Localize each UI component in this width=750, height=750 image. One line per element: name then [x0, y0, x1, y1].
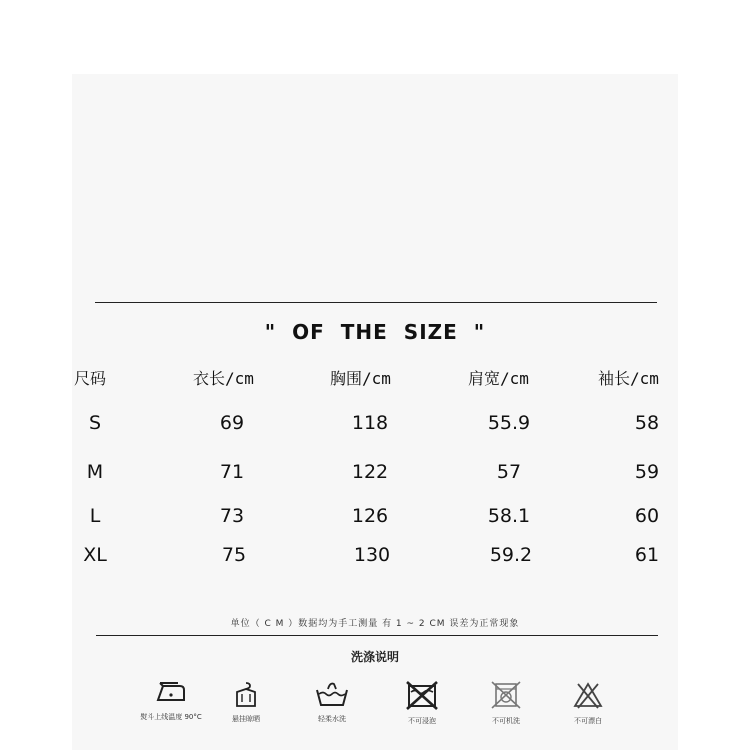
care-item-handwash	[287, 680, 377, 724]
care-label-hang: 悬挂晾晒	[232, 715, 260, 723]
top-divider	[95, 302, 657, 303]
measurement-note: 单位（ C M ）数据均为手工测量 有 1 ~ 2 CM 误差为正常现象	[230, 619, 520, 629]
row-l-chest: 126	[351, 505, 389, 527]
row-s-sleeve: 58	[634, 412, 660, 434]
row-s-chest: 118	[351, 412, 389, 434]
row-s-shoulder: 55.9	[487, 412, 531, 434]
row-m-sleeve: 59	[634, 461, 660, 483]
bottom-divider	[96, 635, 658, 636]
row-l-sleeve: 60	[634, 505, 660, 527]
row-xl-size: XL	[83, 544, 107, 566]
header-chest: 胸围/cm	[330, 369, 391, 388]
care-item-hang	[201, 680, 291, 724]
row-xl-sleeve: 61	[634, 544, 660, 566]
care-label-nosoak: 不可浸泡	[408, 717, 436, 725]
care-item-nomachine	[461, 680, 551, 726]
header-sleeve: 袖长/cm	[598, 369, 659, 388]
row-m-chest: 122	[351, 461, 389, 483]
row-l-size: L	[89, 505, 101, 527]
hang-dry-icon	[231, 680, 261, 708]
care-label-nobleach: 不可漂白	[574, 717, 602, 725]
header-shoulder: 肩宽/cm	[468, 369, 529, 388]
care-label-nomachine: 不可机洗	[492, 717, 520, 725]
row-m-size: M	[86, 461, 104, 483]
row-s-length: 69	[219, 412, 245, 434]
row-s-size: S	[88, 412, 102, 434]
header-size: 尺码	[74, 369, 107, 388]
header-length: 衣长/cm	[193, 369, 254, 388]
row-m-shoulder: 57	[496, 461, 522, 483]
row-l-shoulder: 58.1	[487, 505, 531, 527]
care-label-iron: 熨斗上线温度 90°C	[140, 713, 202, 721]
no-bleach-icon	[572, 680, 604, 710]
row-m-length: 71	[219, 461, 245, 483]
row-xl-length: 75	[221, 544, 247, 566]
no-machine-wash-icon	[490, 680, 522, 710]
hand-wash-icon	[314, 680, 350, 708]
row-xl-shoulder: 59.2	[489, 544, 533, 566]
no-soak-icon	[405, 680, 439, 710]
care-item-nobleach	[543, 680, 633, 726]
care-label-handwash: 轻柔水洗	[318, 715, 346, 723]
wash-instructions-title: 洗涤说明	[350, 650, 399, 664]
size-chart-title: " OF THE SIZE "	[264, 320, 486, 344]
row-l-length: 73	[219, 505, 245, 527]
row-xl-chest: 130	[353, 544, 391, 566]
care-item-nosoak	[377, 680, 467, 726]
iron-icon	[154, 680, 188, 706]
